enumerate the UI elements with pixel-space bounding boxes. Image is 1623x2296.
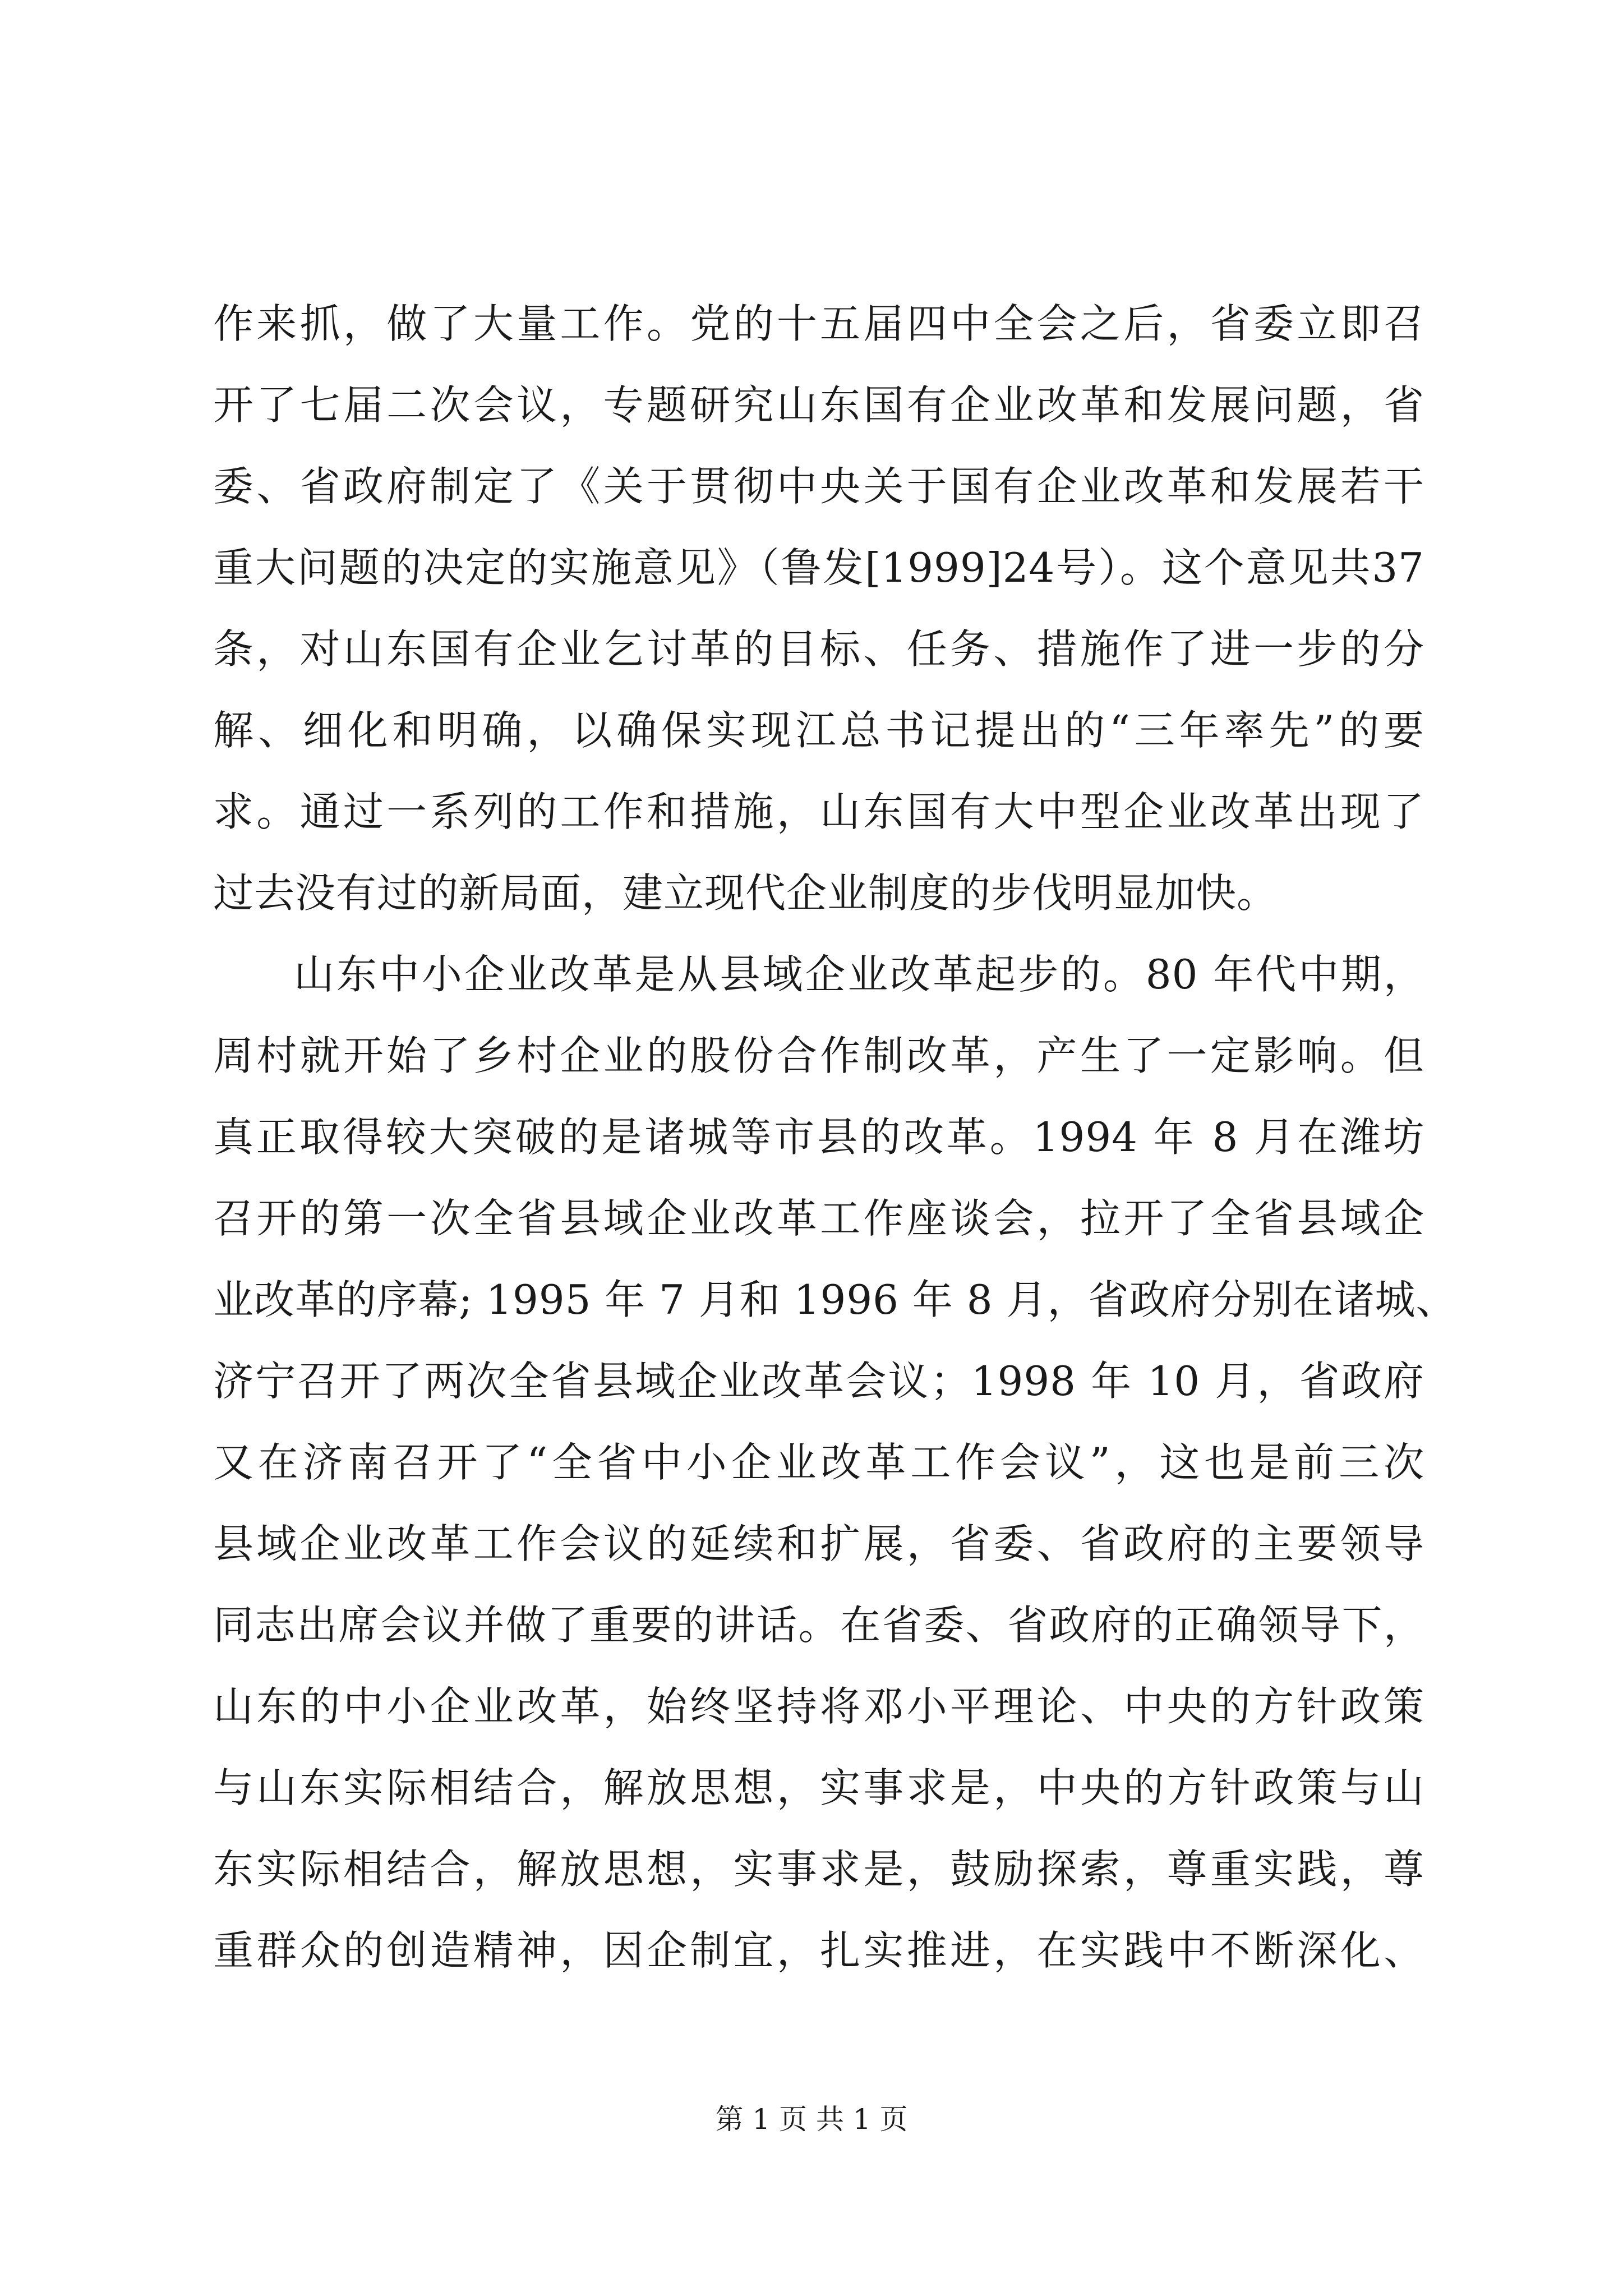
text-line: 东实际相结合，解放思想，实事求是，鼓励探索，尊重实践，尊 [213,1846,1424,1893]
text-line: 业改革的序幕; 1995 年 7 月和 1996 年 8 月，省政府分别在诸城、 [213,1276,1457,1323]
text-line: 山东中小企业改革是从县域企业改革起步的。80 年代中期， [294,951,1424,998]
text-line: 解、细化和明确，以确保实现江总书记提出的“三年率先”的要 [213,707,1424,754]
text-line: 济宁召开了两次全省县域企业改革会议；1998 年 10 月，省政府 [213,1358,1424,1405]
page-footer [0,2097,1623,2137]
text-line: 真正取得较大突破的是诸城等市县的改革。1994 年 8 月在潍坊 [213,1114,1424,1161]
text-line: 召开的第一次全省县域企业改革工作座谈会，拉开了全省县域企 [213,1195,1424,1242]
text-line: 作来抓，做了大量工作。党的十五届四中全会之后，省委立即召 [213,300,1424,347]
text-line: 又在济南召开了“全省中小企业改革工作会议”，这也是前三次 [213,1439,1424,1486]
text-line: 条，对山东国有企业乞讨革的目标、任务、措施作了进一步的分 [213,625,1424,673]
paragraph-1 [213,283,1424,934]
text-line: 山东的中小企业改革，始终坚持将邓小平理论、中央的方针政策 [213,1683,1424,1730]
text-line: 与山东实际相结合，解放思想，实事求是，中央的方针政策与山 [213,1764,1424,1811]
page-number: 第 1 页 共 1 页 [715,2103,908,2136]
text-line: 委、省政府制定了《关于贯彻中央关于国有企业改革和发展若干 [213,463,1424,510]
text-line: 同志出席会议并做了重要的讲话。在省委、省政府的正确领导下， [213,1602,1424,1649]
text-line: 周村就开始了乡村企业的股份合作制改革，产生了一定影响。但 [213,1032,1424,1079]
text-line: 县域企业改革工作会议的延续和扩展，省委、省政府的主要领导 [213,1520,1424,1567]
document-body [213,283,1457,1991]
text-line: 重大问题的决定的实施意见》（鲁发[1999]24号）。这个意见共37 [213,544,1424,591]
text-line: 求。通过一系列的工作和措施，山东国有大中型企业改革出现了 [213,788,1424,835]
paragraph-2 [213,934,1457,1991]
text-line: 开了七届二次会议，专题研究山东国有企业改革和发展问题，省 [213,381,1424,429]
text-line: 重群众的创造精神，因企制宜，扎实推进，在实践中不断深化、 [213,1927,1424,1974]
text-line: 过去没有过的新局面，建立现代企业制度的步伐明显加快。 [213,869,1278,917]
